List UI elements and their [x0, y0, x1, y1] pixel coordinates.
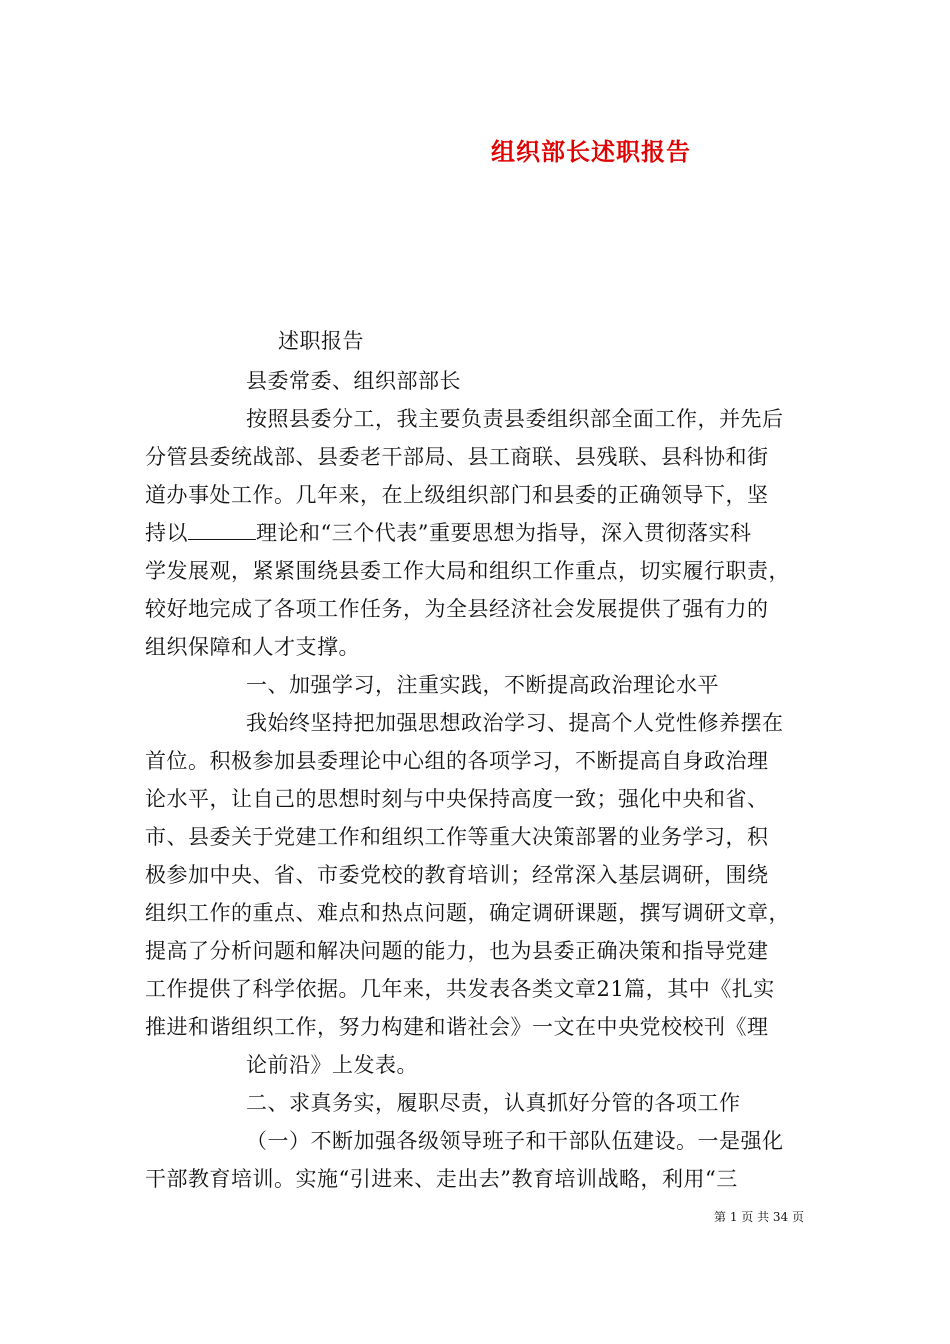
body-line-6: 较好地完成了各项工作任务，为全县经济社会发展提供了强有力的 [145, 597, 769, 621]
body-line-7: 组织保障和人才支撑。 [145, 635, 360, 659]
body-line-10: 论水平，让自己的思想时刻与中央保持高度一致；强化中央和省、 [145, 787, 769, 811]
section-heading-1: 一、加强学习，注重实践，不断提高政治理论水平 [246, 673, 719, 697]
body-line-11: 市、县委关于党建工作和组织工作等重大决策部署的业务学习，积 [145, 825, 769, 849]
report-heading: 述职报告 [278, 329, 364, 353]
body-line-15: 工作提供了科学依据。几年来，共发表各类文章21篇，其中《扎实 [145, 977, 775, 1001]
section-heading-2: 二、求真务实，履职尽责，认真抓好分管的各项工作 [246, 1091, 741, 1115]
page-title: 组织部长述职报告 [491, 137, 691, 166]
body-line-9: 首位。积极参加县委理论中心组的各项学习，不断提高自身政治理 [145, 749, 769, 773]
body-line-3: 道办事处工作。几年来，在上级组织部门和县委的正确领导下，坚 [145, 483, 769, 507]
body-line-19: 干部教育培训。实施“引进来、走出去”教育培训战略，利用“三 [145, 1167, 738, 1191]
body-line-4-start: 持以 [145, 521, 188, 545]
body-line-16: 推进和谐组织工作，努力构建和谐社会》一文在中央党校校刊《理 [145, 1015, 769, 1039]
body-line-13: 组织工作的重点、难点和热点问题，确定调研课题，撰写调研文章， [145, 901, 790, 925]
body-line-17: 论前沿》上发表。 [246, 1053, 418, 1077]
body-line-4-end: 理论和“三个代表”重要思想为指导，深入贯彻落实科 [256, 521, 752, 545]
body-line-2: 分管县委统战部、县委老干部局、县工商联、县残联、县科协和街 [145, 445, 769, 469]
body-line-4 [145, 518, 751, 548]
body-line-12: 极参加中央、省、市委党校的教育培训；经常深入基层调研，围绕 [145, 863, 769, 887]
body-line-8: 我始终坚持把加强思想政治学习、提高个人党性修养摆在 [246, 711, 784, 735]
report-recipient: 县委常委、组织部部长 [246, 369, 461, 393]
body-line-5: 学发展观，紧紧围绕县委工作大局和组织工作重点，切实履行职责， [145, 559, 790, 583]
body-line-18: （一）不断加强各级领导班子和干部队伍建设。一是强化 [246, 1129, 784, 1153]
page-number-footer: 第 1 页 共 34 页 [714, 1210, 804, 1224]
body-line-1: 按照县委分工，我主要负责县委组织部全面工作，并先后 [246, 407, 784, 431]
body-line-14: 提高了分析问题和解决问题的能力，也为县委正确决策和指导党建 [145, 939, 769, 963]
blank-underline [188, 521, 256, 540]
